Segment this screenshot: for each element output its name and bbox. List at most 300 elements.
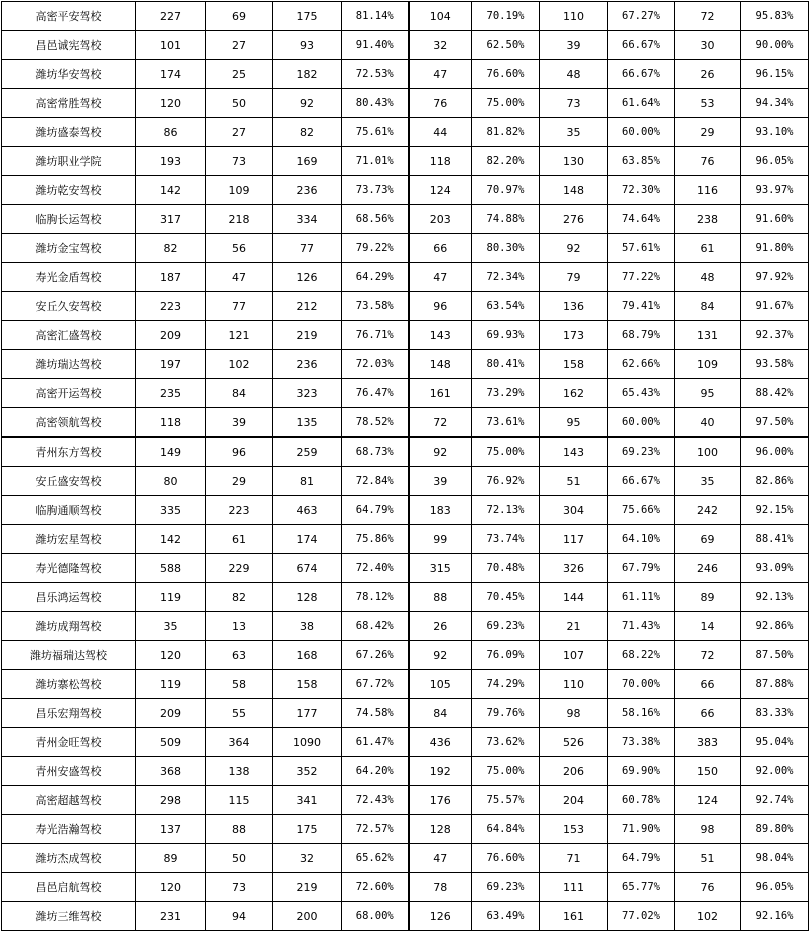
- data-cell: 104: [409, 2, 472, 31]
- data-cell: 35: [136, 612, 206, 641]
- data-cell: 78.12%: [342, 583, 409, 612]
- table-row: [2, 641, 809, 670]
- data-cell: 93.58%: [741, 350, 809, 379]
- data-cell: 38: [273, 612, 342, 641]
- data-cell: 67.72%: [342, 670, 409, 699]
- table-row: [2, 321, 809, 350]
- data-cell: 26: [409, 612, 472, 641]
- data-cell: 383: [675, 728, 741, 757]
- data-cell: 176: [409, 786, 472, 815]
- table-row: [2, 554, 809, 583]
- data-cell: 92: [540, 234, 608, 263]
- data-cell: 72.30%: [608, 176, 675, 205]
- data-cell: 81.82%: [472, 118, 540, 147]
- data-cell: 105: [409, 670, 472, 699]
- school-name-cell: 青州东方驾校: [2, 437, 136, 467]
- data-cell: 25: [206, 60, 273, 89]
- data-cell: 30: [675, 31, 741, 60]
- data-cell: 148: [409, 350, 472, 379]
- data-cell: 27: [206, 118, 273, 147]
- data-cell: 93.97%: [741, 176, 809, 205]
- data-cell: 364: [206, 728, 273, 757]
- data-cell: 84: [675, 292, 741, 321]
- data-cell: 148: [540, 176, 608, 205]
- data-cell: 91.80%: [741, 234, 809, 263]
- table-row: [2, 408, 809, 438]
- data-cell: 136: [540, 292, 608, 321]
- table-row: [2, 786, 809, 815]
- data-cell: 51: [675, 844, 741, 873]
- data-cell: 73.74%: [472, 525, 540, 554]
- data-cell: 83.33%: [741, 699, 809, 728]
- data-cell: 526: [540, 728, 608, 757]
- data-cell: 73.29%: [472, 379, 540, 408]
- data-cell: 77.02%: [608, 902, 675, 931]
- table-row: [2, 60, 809, 89]
- data-cell: 71.01%: [342, 147, 409, 176]
- school-name-cell: 高密常胜驾校: [2, 89, 136, 118]
- data-cell: 63.54%: [472, 292, 540, 321]
- table-row: [2, 118, 809, 147]
- data-cell: 76.60%: [472, 844, 540, 873]
- data-cell: 76: [675, 873, 741, 902]
- data-cell: 96.15%: [741, 60, 809, 89]
- data-cell: 39: [206, 408, 273, 438]
- data-cell: 63: [206, 641, 273, 670]
- data-cell: 96.05%: [741, 873, 809, 902]
- table-row: [2, 205, 809, 234]
- data-cell: 76.47%: [342, 379, 409, 408]
- data-cell: 168: [273, 641, 342, 670]
- data-cell: 80.41%: [472, 350, 540, 379]
- data-cell: 119: [136, 583, 206, 612]
- data-cell: 173: [540, 321, 608, 350]
- data-cell: 35: [540, 118, 608, 147]
- data-cell: 61: [206, 525, 273, 554]
- data-cell: 128: [409, 815, 472, 844]
- school-name-cell: 临朐通顺驾校: [2, 496, 136, 525]
- school-name-cell: 高密开运驾校: [2, 379, 136, 408]
- data-cell: 231: [136, 902, 206, 931]
- data-cell: 158: [273, 670, 342, 699]
- data-cell: 91.67%: [741, 292, 809, 321]
- data-cell: 75.00%: [472, 757, 540, 786]
- data-cell: 64.20%: [342, 757, 409, 786]
- data-cell: 92.15%: [741, 496, 809, 525]
- data-cell: 246: [675, 554, 741, 583]
- data-cell: 75.61%: [342, 118, 409, 147]
- data-cell: 102: [675, 902, 741, 931]
- table-row: [2, 496, 809, 525]
- data-cell: 368: [136, 757, 206, 786]
- table-row: [2, 670, 809, 699]
- data-cell: 162: [540, 379, 608, 408]
- data-cell: 92.86%: [741, 612, 809, 641]
- data-cell: 80.43%: [342, 89, 409, 118]
- data-cell: 153: [540, 815, 608, 844]
- data-cell: 69.23%: [472, 612, 540, 641]
- data-cell: 96.00%: [741, 437, 809, 467]
- data-cell: 219: [273, 873, 342, 902]
- data-cell: 65.43%: [608, 379, 675, 408]
- data-cell: 92: [409, 641, 472, 670]
- data-cell: 79.41%: [608, 292, 675, 321]
- data-cell: 39: [409, 467, 472, 496]
- table-row: [2, 844, 809, 873]
- data-cell: 66: [675, 699, 741, 728]
- school-name-cell: 高密超越驾校: [2, 786, 136, 815]
- table-row: [2, 902, 809, 931]
- data-cell: 75.57%: [472, 786, 540, 815]
- data-cell: 76: [409, 89, 472, 118]
- school-name-cell: 昌乐宏翔驾校: [2, 699, 136, 728]
- data-cell: 72.43%: [342, 786, 409, 815]
- data-cell: 219: [273, 321, 342, 350]
- data-cell: 88: [409, 583, 472, 612]
- data-cell: 209: [136, 321, 206, 350]
- data-cell: 61.64%: [608, 89, 675, 118]
- data-cell: 29: [206, 467, 273, 496]
- data-cell: 73.61%: [472, 408, 540, 438]
- data-cell: 326: [540, 554, 608, 583]
- table-row: [2, 292, 809, 321]
- table-row: [2, 379, 809, 408]
- data-cell: 60.78%: [608, 786, 675, 815]
- school-name-cell: 高密领航驾校: [2, 408, 136, 438]
- data-cell: 67.26%: [342, 641, 409, 670]
- data-cell: 76.92%: [472, 467, 540, 496]
- data-cell: 235: [136, 379, 206, 408]
- data-cell: 65.62%: [342, 844, 409, 873]
- school-name-cell: 潍坊福瑞达驾校: [2, 641, 136, 670]
- data-cell: 88.42%: [741, 379, 809, 408]
- data-cell: 204: [540, 786, 608, 815]
- table-row: [2, 525, 809, 554]
- table-row: [2, 176, 809, 205]
- data-cell: 73.38%: [608, 728, 675, 757]
- data-cell: 95: [540, 408, 608, 438]
- data-cell: 72: [675, 641, 741, 670]
- data-cell: 60.00%: [608, 118, 675, 147]
- data-cell: 69: [206, 2, 273, 31]
- table-row: [2, 728, 809, 757]
- data-cell: 131: [675, 321, 741, 350]
- data-cell: 64.29%: [342, 263, 409, 292]
- data-cell: 120: [136, 873, 206, 902]
- data-cell: 229: [206, 554, 273, 583]
- data-cell: 200: [273, 902, 342, 931]
- data-cell: 88: [206, 815, 273, 844]
- data-cell: 88.41%: [741, 525, 809, 554]
- data-cell: 13: [206, 612, 273, 641]
- data-cell: 21: [540, 612, 608, 641]
- data-cell: 98: [675, 815, 741, 844]
- data-cell: 68.56%: [342, 205, 409, 234]
- data-cell: 218: [206, 205, 273, 234]
- data-cell: 58: [206, 670, 273, 699]
- data-cell: 76.71%: [342, 321, 409, 350]
- school-name-cell: 高密平安驾校: [2, 2, 136, 31]
- data-cell: 91.40%: [342, 31, 409, 60]
- data-cell: 96.05%: [741, 147, 809, 176]
- data-cell: 227: [136, 2, 206, 31]
- data-cell: 223: [136, 292, 206, 321]
- data-cell: 64.84%: [472, 815, 540, 844]
- school-name-cell: 潍坊杰成驾校: [2, 844, 136, 873]
- data-cell: 72.84%: [342, 467, 409, 496]
- data-cell: 143: [409, 321, 472, 350]
- data-cell: 70.00%: [608, 670, 675, 699]
- data-cell: 56: [206, 234, 273, 263]
- data-cell: 120: [136, 89, 206, 118]
- data-cell: 212: [273, 292, 342, 321]
- data-cell: 92.16%: [741, 902, 809, 931]
- data-cell: 118: [136, 408, 206, 438]
- table-row: [2, 757, 809, 786]
- data-cell: 67.27%: [608, 2, 675, 31]
- data-cell: 50: [206, 844, 273, 873]
- data-cell: 63.49%: [472, 902, 540, 931]
- data-cell: 509: [136, 728, 206, 757]
- data-cell: 259: [273, 437, 342, 467]
- table-row: [2, 31, 809, 60]
- data-cell: 60.00%: [608, 408, 675, 438]
- data-cell: 74.64%: [608, 205, 675, 234]
- table-row: [2, 699, 809, 728]
- data-cell: 183: [409, 496, 472, 525]
- school-name-cell: 寿光德隆驾校: [2, 554, 136, 583]
- data-cell: 61: [675, 234, 741, 263]
- data-cell: 187: [136, 263, 206, 292]
- data-cell: 182: [273, 60, 342, 89]
- data-cell: 90.00%: [741, 31, 809, 60]
- data-cell: 174: [273, 525, 342, 554]
- data-cell: 51: [540, 467, 608, 496]
- data-cell: 53: [675, 89, 741, 118]
- data-cell: 73: [540, 89, 608, 118]
- data-cell: 77.22%: [608, 263, 675, 292]
- data-cell: 436: [409, 728, 472, 757]
- school-stats-table: [1, 1, 809, 931]
- table-row: [2, 873, 809, 902]
- school-name-cell: 寿光浩瀚驾校: [2, 815, 136, 844]
- table-row: [2, 147, 809, 176]
- data-cell: 161: [540, 902, 608, 931]
- school-name-cell: 青州金旺驾校: [2, 728, 136, 757]
- data-cell: 62.66%: [608, 350, 675, 379]
- data-cell: 71.43%: [608, 612, 675, 641]
- data-cell: 67.79%: [608, 554, 675, 583]
- data-cell: 72.60%: [342, 873, 409, 902]
- data-cell: 142: [136, 176, 206, 205]
- data-cell: 76.60%: [472, 60, 540, 89]
- school-name-cell: 潍坊成翔驾校: [2, 612, 136, 641]
- data-cell: 128: [273, 583, 342, 612]
- data-cell: 84: [409, 699, 472, 728]
- data-cell: 96: [409, 292, 472, 321]
- data-cell: 75.00%: [472, 89, 540, 118]
- data-cell: 76: [675, 147, 741, 176]
- data-cell: 72: [409, 408, 472, 438]
- data-cell: 158: [540, 350, 608, 379]
- data-cell: 68.73%: [342, 437, 409, 467]
- school-name-cell: 寿光金盾驾校: [2, 263, 136, 292]
- data-cell: 238: [675, 205, 741, 234]
- data-cell: 95: [675, 379, 741, 408]
- data-cell: 206: [540, 757, 608, 786]
- data-cell: 120: [136, 641, 206, 670]
- data-cell: 69: [675, 525, 741, 554]
- data-cell: 72.03%: [342, 350, 409, 379]
- school-name-cell: 昌邑启航驾校: [2, 873, 136, 902]
- data-cell: 317: [136, 205, 206, 234]
- data-cell: 82.20%: [472, 147, 540, 176]
- data-cell: 48: [675, 263, 741, 292]
- data-cell: 174: [136, 60, 206, 89]
- data-cell: 64.10%: [608, 525, 675, 554]
- table-row: [2, 815, 809, 844]
- data-cell: 223: [206, 496, 273, 525]
- data-cell: 95.83%: [741, 2, 809, 31]
- data-cell: 130: [540, 147, 608, 176]
- data-cell: 119: [136, 670, 206, 699]
- table-row: [2, 263, 809, 292]
- data-cell: 100: [675, 437, 741, 467]
- data-cell: 70.97%: [472, 176, 540, 205]
- data-cell: 82: [273, 118, 342, 147]
- data-cell: 144: [540, 583, 608, 612]
- data-cell: 66.67%: [608, 31, 675, 60]
- data-cell: 169: [273, 147, 342, 176]
- data-cell: 70.45%: [472, 583, 540, 612]
- data-cell: 27: [206, 31, 273, 60]
- data-cell: 588: [136, 554, 206, 583]
- data-cell: 65.77%: [608, 873, 675, 902]
- data-cell: 72.57%: [342, 815, 409, 844]
- table-row: [2, 89, 809, 118]
- data-cell: 71.90%: [608, 815, 675, 844]
- data-cell: 98: [540, 699, 608, 728]
- data-cell: 72: [675, 2, 741, 31]
- school-name-cell: 潍坊盛泰驾校: [2, 118, 136, 147]
- data-cell: 47: [206, 263, 273, 292]
- data-cell: 135: [273, 408, 342, 438]
- data-cell: 137: [136, 815, 206, 844]
- school-name-cell: 临朐长运驾校: [2, 205, 136, 234]
- data-cell: 72.13%: [472, 496, 540, 525]
- table-body: [2, 2, 809, 931]
- data-cell: 50: [206, 89, 273, 118]
- data-cell: 97.92%: [741, 263, 809, 292]
- data-cell: 80: [136, 467, 206, 496]
- data-cell: 95.04%: [741, 728, 809, 757]
- data-cell: 66: [409, 234, 472, 263]
- data-cell: 126: [409, 902, 472, 931]
- data-cell: 175: [273, 2, 342, 31]
- school-name-cell: 昌乐鸿运驾校: [2, 583, 136, 612]
- data-cell: 68.42%: [342, 612, 409, 641]
- data-cell: 69.23%: [608, 437, 675, 467]
- data-cell: 47: [409, 263, 472, 292]
- data-cell: 110: [540, 2, 608, 31]
- data-cell: 89.80%: [741, 815, 809, 844]
- data-cell: 124: [675, 786, 741, 815]
- school-name-cell: 昌邑诚宪驾校: [2, 31, 136, 60]
- data-cell: 117: [540, 525, 608, 554]
- data-cell: 47: [409, 60, 472, 89]
- data-cell: 89: [675, 583, 741, 612]
- data-cell: 102: [206, 350, 273, 379]
- data-cell: 96: [206, 437, 273, 467]
- data-cell: 92: [409, 437, 472, 467]
- data-cell: 68.00%: [342, 902, 409, 931]
- school-name-cell: 潍坊寨松驾校: [2, 670, 136, 699]
- data-cell: 62.50%: [472, 31, 540, 60]
- data-cell: 110: [540, 670, 608, 699]
- data-cell: 209: [136, 699, 206, 728]
- data-cell: 193: [136, 147, 206, 176]
- data-cell: 64.79%: [608, 844, 675, 873]
- data-cell: 81: [273, 467, 342, 496]
- data-cell: 75.86%: [342, 525, 409, 554]
- data-cell: 44: [409, 118, 472, 147]
- data-cell: 74.58%: [342, 699, 409, 728]
- data-cell: 14: [675, 612, 741, 641]
- data-cell: 66.67%: [608, 467, 675, 496]
- data-cell: 72.34%: [472, 263, 540, 292]
- data-cell: 236: [273, 176, 342, 205]
- data-cell: 78.52%: [342, 408, 409, 438]
- data-cell: 161: [409, 379, 472, 408]
- data-cell: 80.30%: [472, 234, 540, 263]
- data-cell: 79: [540, 263, 608, 292]
- data-cell: 242: [675, 496, 741, 525]
- data-cell: 150: [675, 757, 741, 786]
- data-cell: 77: [206, 292, 273, 321]
- table-row: [2, 583, 809, 612]
- data-cell: 82: [136, 234, 206, 263]
- data-cell: 73.73%: [342, 176, 409, 205]
- data-cell: 121: [206, 321, 273, 350]
- data-cell: 87.50%: [741, 641, 809, 670]
- school-name-cell: 安丘盛安驾校: [2, 467, 136, 496]
- table-row: [2, 437, 809, 467]
- data-cell: 142: [136, 525, 206, 554]
- data-cell: 70.48%: [472, 554, 540, 583]
- data-cell: 149: [136, 437, 206, 467]
- data-cell: 674: [273, 554, 342, 583]
- data-cell: 86: [136, 118, 206, 147]
- data-cell: 69.93%: [472, 321, 540, 350]
- data-cell: 79.22%: [342, 234, 409, 263]
- school-name-cell: 潍坊宏星驾校: [2, 525, 136, 554]
- school-name-cell: 青州安盛驾校: [2, 757, 136, 786]
- data-cell: 352: [273, 757, 342, 786]
- school-name-cell: 潍坊瑞达驾校: [2, 350, 136, 379]
- table-row: [2, 612, 809, 641]
- data-cell: 55: [206, 699, 273, 728]
- data-cell: 48: [540, 60, 608, 89]
- data-cell: 75.00%: [472, 437, 540, 467]
- table-row: [2, 467, 809, 496]
- data-cell: 298: [136, 786, 206, 815]
- data-cell: 74.29%: [472, 670, 540, 699]
- data-cell: 69.90%: [608, 757, 675, 786]
- data-cell: 323: [273, 379, 342, 408]
- data-cell: 61.47%: [342, 728, 409, 757]
- data-cell: 73: [206, 147, 273, 176]
- data-cell: 276: [540, 205, 608, 234]
